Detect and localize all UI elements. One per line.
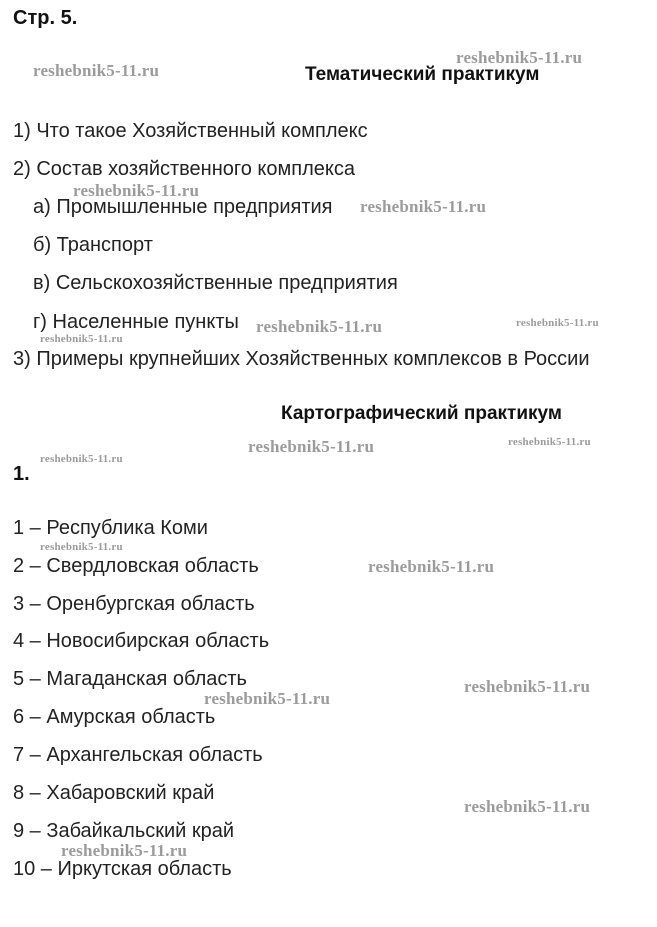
cartographic-heading: Картографический практикум [281, 403, 562, 424]
watermark: reshebnik5-11.ru [33, 61, 160, 80]
task-number: 1. [13, 463, 30, 485]
watermark: reshebnik5-11.ru [368, 557, 495, 576]
region-item: 9 – Забайкальский край [13, 820, 235, 842]
region-item: 8 – Хабаровский край [13, 782, 215, 804]
page-title: Стр. 5. [13, 7, 78, 29]
thematic-subitem: г) Населенные пункты [33, 311, 239, 333]
region-item: 5 – Магаданская область [13, 668, 247, 690]
thematic-subitem: в) Сельскохозяйственные предприятия [33, 272, 398, 294]
thematic-item: 1) Что такое Хозяйственный комплекс [13, 120, 368, 142]
watermark: reshebnik5-11.ru [40, 453, 123, 465]
watermark: reshebnik5-11.ru [61, 841, 188, 860]
region-item: 6 – Амурская область [13, 706, 216, 728]
watermark: reshebnik5-11.ru [256, 317, 383, 336]
region-item: 7 – Архангельская область [13, 744, 263, 766]
region-item: 3 – Оренбургская область [13, 593, 255, 615]
watermark: reshebnik5-11.ru [40, 541, 123, 553]
thematic-item: 3) Примеры крупнейших Хозяйственных комплексов в России [13, 348, 590, 370]
region-item: 1 – Республика Коми [13, 517, 208, 539]
watermark: reshebnik5-11.ru [248, 437, 375, 456]
watermark: reshebnik5-11.ru [464, 677, 591, 696]
thematic-heading: Тематический практикум [305, 64, 540, 85]
thematic-subitem: а) Промышленные предприятия [33, 196, 333, 218]
region-item: 2 – Свердловская область [13, 555, 259, 577]
watermark: reshebnik5-11.ru [464, 797, 591, 816]
watermark: reshebnik5-11.ru [73, 181, 200, 200]
watermark: reshebnik5-11.ru [508, 436, 591, 448]
watermark: reshebnik5-11.ru [516, 317, 599, 329]
thematic-item: 2) Состав хозяйственного комплекса [13, 158, 355, 180]
watermark: reshebnik5-11.ru [40, 333, 123, 345]
watermark: reshebnik5-11.ru [204, 689, 331, 708]
watermark: reshebnik5-11.ru [456, 48, 583, 67]
region-item: 4 – Новосибирская область [13, 630, 270, 652]
thematic-subitem: б) Транспорт [33, 234, 153, 256]
region-item: 10 – Иркутская область [13, 858, 232, 880]
watermark: reshebnik5-11.ru [360, 197, 487, 216]
